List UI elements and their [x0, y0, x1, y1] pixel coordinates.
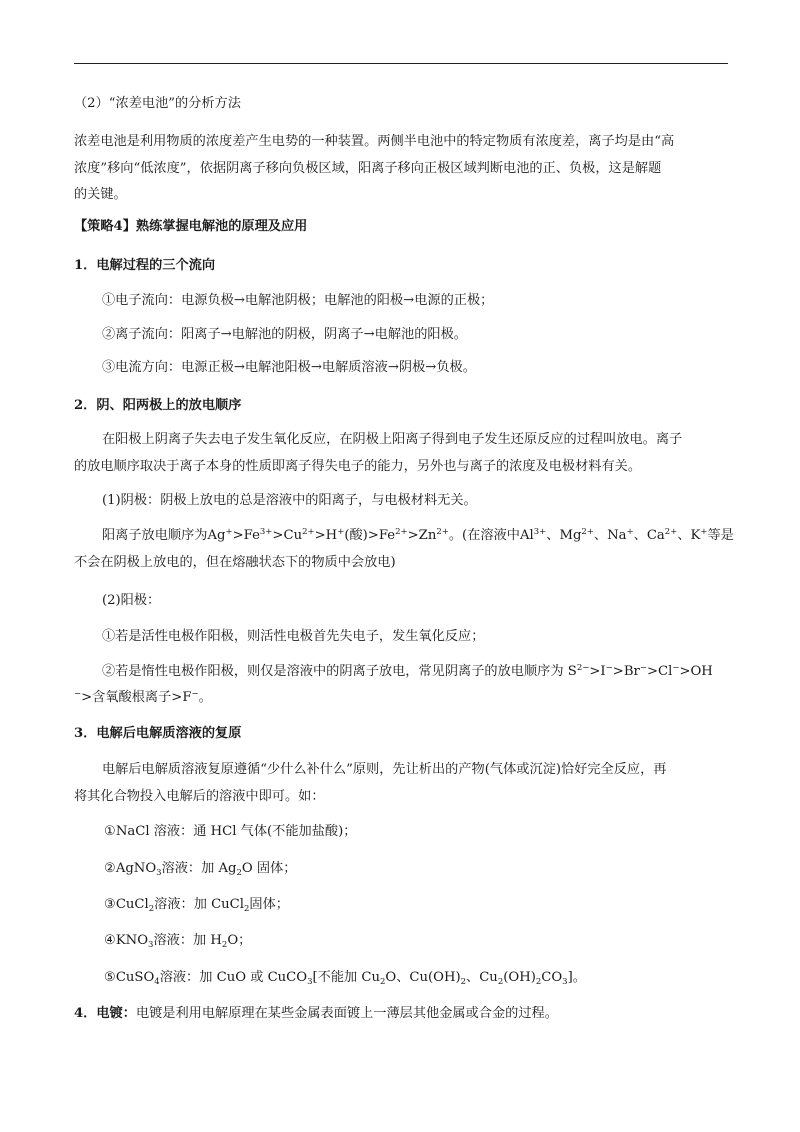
restore-item: ②AgNO$_3$溶液：加 $Ag_2O$ 固体； [104, 861, 297, 878]
restore-item: ③CuCl$_2$溶液：加 CuCl$_2$固体； [104, 897, 289, 914]
list-item: ②离子流向：阳离子→电解池的阴极，阴离子→电解池的阳极。 [102, 327, 467, 342]
paragraph-line: 将其化合物投入电解后的溶液中即可。如： [74, 789, 325, 804]
electroplating-label: 4．电镀： [74, 1006, 136, 1021]
section-heading-concentration-cell: （2）“浓差电池”的分析方法 [74, 96, 241, 111]
anode-heading: (2)阳极： [102, 593, 161, 608]
anion-discharge-order-cont: −>含氧酸根离子>F−。 [74, 689, 212, 705]
paragraph-line: 浓度”移向“低浓度”，依据阴离子移向负极区域，阳离子移向正极区域判断电池的正、负极，这是解题 [74, 161, 662, 176]
header-rule [74, 63, 728, 64]
anion-discharge-order: ②若是惰性电极作阳极，则仅是溶液中的阴离子放电，常见阴离子的放电顺序为 $S^{2-}>I^->Br^->Cl^->OH$ [102, 663, 713, 679]
paragraph-line: 的放电顺序取决于离子本身的性质即离子得失电子的能力，另外也与离子的浓度及电极材料有关。 [74, 459, 642, 474]
heading-three-flows: 1．电解过程的三个流向 [74, 258, 216, 273]
strategy-title: 【策略4】熟练掌握电解池的原理及应用 [74, 219, 308, 234]
paragraph-line: 电解后电解质溶液复原遵循“少什么补什么”原则，先让析出的产物(气体或沉淀)恰好完全反应，再 [102, 762, 667, 777]
electroplating-definition: 4．电镀：电镀是利用电解原理在某些金属表面镀上一薄层其他金属或合金的过程。 [74, 1006, 558, 1021]
heading-restore-solution: 3．电解后电解质溶液的复原 [74, 726, 242, 741]
paragraph-line: 在阳极上阴离子失去电子发生氧化反应，在阴极上阳离子得到电子发生还原反应的过程叫放电。离子 [102, 432, 683, 447]
paragraph-line: 的关键。 [74, 187, 127, 202]
heading-discharge-order: 2．阴、阳两极上的放电顺序 [74, 398, 242, 413]
paragraph-line: 不会在阴极上放电的，但在熔融状态下的物质中会放电) [74, 555, 396, 570]
restore-item: ①NaCl 溶液：通 HCl 气体(不能加盐酸)； [104, 824, 357, 839]
cation-discharge-order: 阳离子放电顺序为$Ag^+>Fe^{3+}>Cu^{2+}>H^+$(酸)$>Fe^{2+}>Zn^{2+}$。(在溶液中$Al^{3+}$、$Mg^{2+}$、Na+、$Ca^{2+}$、K+等是 [102, 527, 734, 543]
list-item: ①电子流向：电源负极→电解池阴极；电解池的阳极→电源的正极； [102, 293, 494, 308]
list-item: ①若是活性电极作阳极，则活性电极首先失电子，发生氧化反应； [102, 629, 485, 644]
paragraph-line: 浓差电池是利用物质的浓度差产生电势的一种装置。两侧半电池中的特定物质有浓度差，离子均是由“高 [74, 134, 675, 149]
cathode-rule: (1)阴极：阴极上放电的总是溶液中的阳离子，与电极材料无关。 [102, 493, 477, 508]
list-item: ③电流方向：电源正极→电解池阳极→电解质溶液→阴极→负极。 [102, 360, 476, 375]
restore-item: $④KNO_3$溶液：加 $H_2O$； [104, 933, 252, 950]
restore-item: ⑤CuSO$_4$溶液：加 CuO 或 CuCO$_3$[不能加 $Cu_2O$、$Cu(OH)_2$、$Cu_2(OH)_2CO_3$]。 [104, 970, 586, 987]
